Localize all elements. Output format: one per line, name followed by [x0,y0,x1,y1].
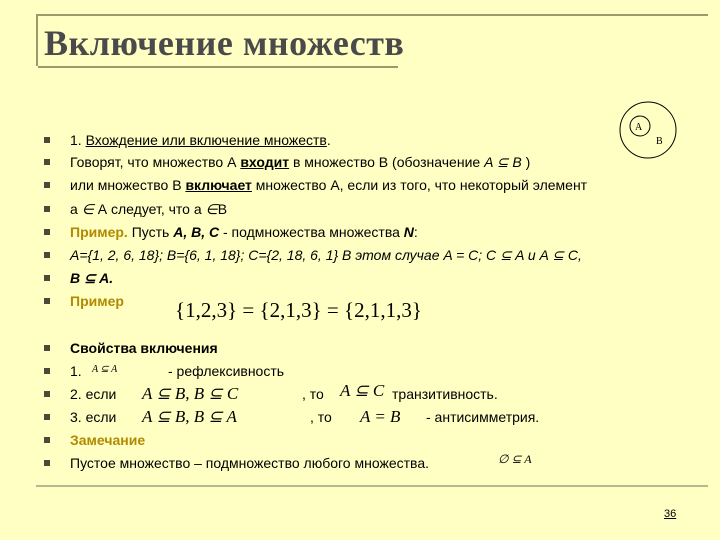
line-definition-element [70,200,227,220]
example-label: Пример. [70,224,128,240]
definition-heading: Вхождение или включение множеств [85,132,327,148]
transitivity-name: транзитивность. [392,386,498,402]
bullet-marker [44,252,50,258]
heading-period: . [326,132,331,148]
element-of-symbol: ∈ [205,203,218,218]
text-segment: a [70,201,82,217]
set-equality-equation: {1,2,3} = {2,1,3} = {2,1,1,3} [175,298,422,322]
page-number: 36 [664,508,677,520]
bullet-marker [44,414,50,420]
subset-notation: A ⊆ B [484,154,522,170]
item-number: 1. [70,132,86,148]
venn-outer-circle [620,102,676,158]
venn-label-b: B [656,136,663,147]
bullet-marker [44,391,50,397]
reflexivity-expr: A ⊆ A [92,364,118,375]
text-segment: или множество В [70,177,186,193]
bullet-marker [44,345,50,351]
bottom-rule [36,485,708,487]
title-underline [38,66,398,68]
antisymmetry-name: - антисимметрия. [426,409,540,425]
text-segment: ) [521,154,531,170]
property-transitivity-prefix: 2. если [70,386,117,402]
bullet-marker [44,206,50,212]
empty-set-expr: ∅ ⊆ A [498,452,532,466]
antisymmetry-condition: A ⊆ B, B ⊆ A [142,407,237,426]
keyword-includes: включает [185,177,252,193]
venn-label-a: A [635,122,643,133]
text-segment: В [217,201,228,217]
text-segment: : [413,224,418,240]
transitivity-condition: A ⊆ B, B ⊆ C [142,384,239,403]
remark-label: Замечание [70,432,146,448]
frame-left-rule [36,14,38,66]
bullet-marker [44,368,50,374]
transitivity-result: A ⊆ C [340,381,385,400]
bullet-marker [44,229,50,235]
text-segment: - подмножества множества [219,224,404,240]
reflexivity-name: - рефлексивность [168,363,285,379]
example-sets-text: A={1, 2, 6, 18}; B={6, 1, 18}; C={2, 18, 6, 1} В этом случае A = C; C ⊆ A и A ⊆ C, [70,247,582,263]
keyword-enters: входит [240,154,290,170]
antisymmetry-result: A = B [360,407,401,426]
line-example-sets [70,246,582,264]
property-reflexivity-prefix: 1. [70,363,82,379]
empty-set-statement: Пустое множество – подмножество любого множества. [70,455,429,471]
property-antisymmetry-prefix: 3. если [70,409,117,425]
bullet-marker [44,137,50,143]
bullet-marker [44,298,50,304]
bullet-marker [44,275,50,281]
venn-diagram [618,100,678,160]
line-definition-heading [70,131,331,149]
text-segment: Пусть [127,224,174,240]
line-definition-includes [70,176,587,194]
text-segment: множество А, если из того, что некоторый элемент [251,177,588,193]
bullet-marker [44,182,50,188]
bullet-marker [44,159,50,165]
line-example-intro [70,223,418,241]
text-segment: А следует, что а [93,201,206,217]
bullet-marker [44,437,50,443]
antisymmetry-then: , то [310,409,332,425]
line-example-conclusion: B ⊆ A. [70,270,114,286]
bullet-marker [44,460,50,466]
properties-heading: Свойства включения [70,340,218,356]
slide-title: Включение множеств [44,23,405,63]
set-n: N [403,224,414,240]
line-definition-enter [70,153,530,171]
text-segment: Говорят, что множество А [70,154,241,170]
sets-abc: A, B, C [173,224,220,240]
text-segment: в множество В (обозначение [289,154,485,170]
element-of-symbol: ∈ [81,203,94,218]
transitivity-then: , то [302,386,324,402]
example2-label: Пример [70,293,124,309]
frame-top-rule [36,14,708,16]
